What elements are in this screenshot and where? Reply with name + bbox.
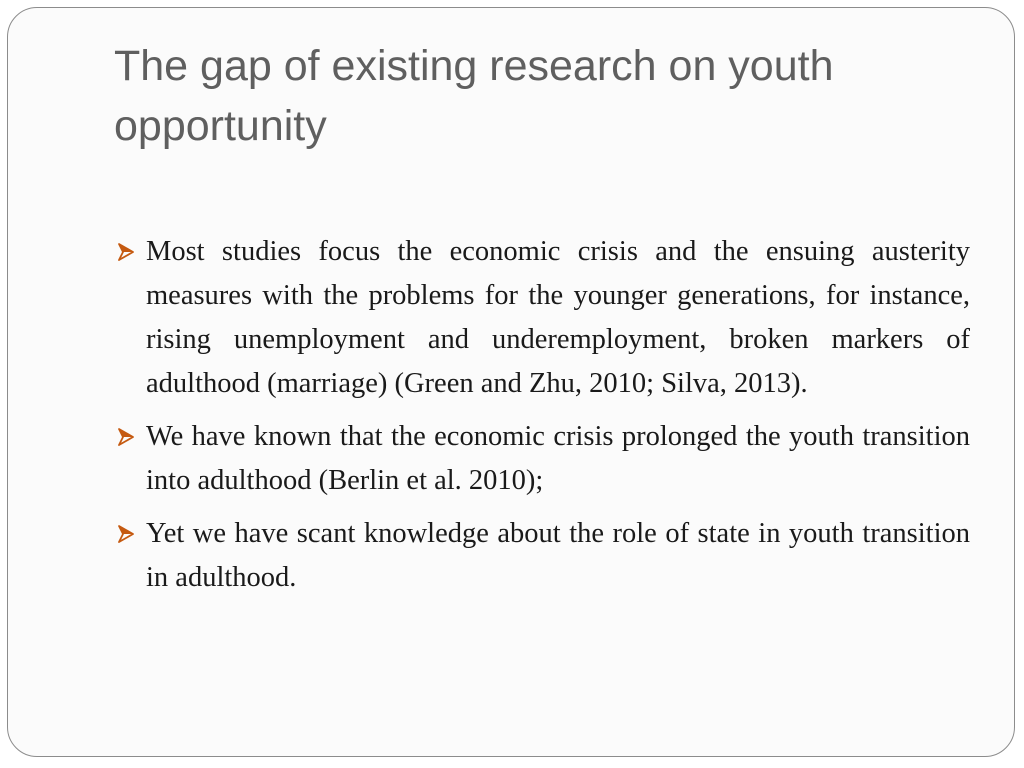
slide-title: The gap of existing research on youth opportunity (114, 42, 834, 150)
bullet-list (114, 230, 970, 609)
arrowhead-bullet-icon (116, 242, 136, 262)
bullet-item-1 (114, 230, 970, 406)
slide-frame (7, 7, 1015, 757)
bullet-item-2 (114, 415, 970, 503)
arrowhead-bullet-icon (116, 427, 136, 447)
bullet-text: Most studies focus the economic crisis and the ensuing austerity measures with the problems for the younger generations, for instance, rising unemployment and underemployment, broken markers of adulthood (marriage) (Green and Zhu, 2010; Silva, 2013). (146, 236, 970, 399)
bullet-item-3 (114, 512, 970, 600)
bullet-text: Yet we have scant knowledge about the role of state in youth transition in adulthood. (146, 518, 970, 593)
arrowhead-bullet-icon (116, 524, 136, 544)
bullet-text: We have known that the economic crisis prolonged the youth transition into adulthood (Berlin et al. 2010); (146, 421, 970, 496)
